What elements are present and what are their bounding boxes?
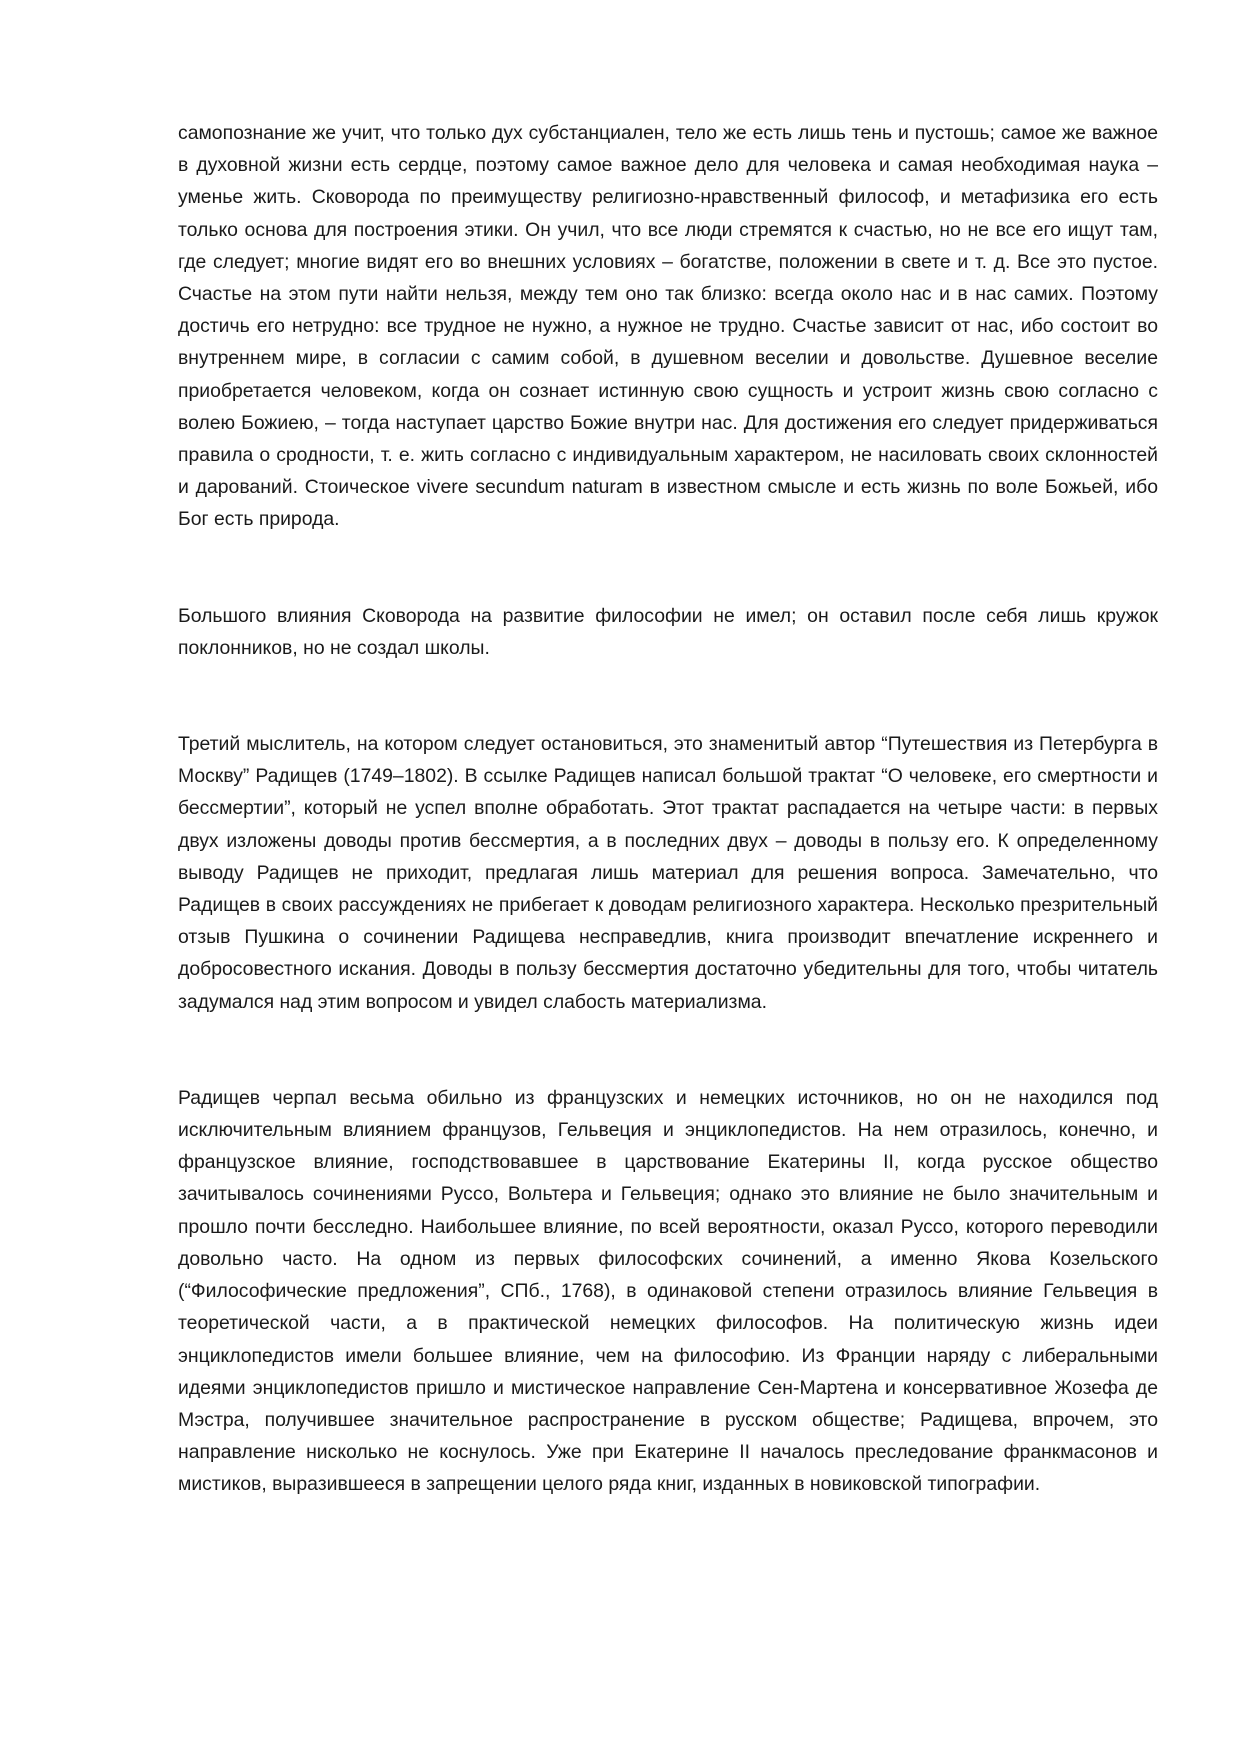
paragraph-skovoroda-ethics: самопознание же учит, что только дух субстанциален, тело же есть лишь тень и пустошь; самое же важное в духовной жизни есть сердце, поэтому самое важное дело для человека и самая необходимая наука – уменье жить. Сковорода по преимуществу религиозно-нравственный философ, и метафизика его есть только основа для построения этики. Он учил, что все люди стремятся к счастью, но не все его ищут там, где следует; многие видят его во внешних условиях – богатстве, положении в свете и т. д. Все это пустое. Счастье на этом пути найти нельзя, между тем оно так близко: всегда около нас и в нас самих. Поэтому достичь его нетрудно: все трудное не нужно, а нужное не трудно. Счастье зависит от нас, ибо состоит во внутреннем мире, в согласии с самим собой, в душевном веселии и довольстве. Душевное веселие приобретается человеком, когда он сознает истинную свою сущность и устроит жизнь свою согласно с волею Божиею, – тогда наступает царство Божие внутри нас. Для достижения его следует придерживаться правила о сродности, т. е. жить согласно с индивидуальным характером, не насиловать своих склонностей и дарований. Стоическое vivere secundum naturam в известном смысле и есть жизнь по воле Божьей, ибо Бог есть природа.: [178, 122, 1158, 531]
document-page: [178, 117, 1158, 1501]
paragraph-radishchev-sources: Радищев черпал весьма обильно из французских и немецких источников, но он не находился под исключительным влиянием французов, Гельвеция и энциклопедистов. На нем отразилось, конечно, и французское влияние, господствовавшее в царствование Екатерины II, когда русское общество зачитывалось сочинениями Руссо, Вольтера и Гельвеция; однако это влияние не было значительным и прошло почти бесследно. Наибольшее влияние, по всей вероятности, оказал Руссо, которого переводили довольно часто. На одном из первых философских сочинений, а именно Якова Козельского (“Философические предложения”, СПб., 1768), в одинаковой степени отразилось влияние Гельвеция в теоретической части, а в практической немецких философов. На политическую жизнь идеи энциклопедистов имели большее влияние, чем на философию. Из Франции наряду с либеральными идеями энциклопедистов пришло и мистическое направление Сен-Мартена и консервативное Жозефа де Мэстра, получившее значительное распространение в русском обществе; Радищева, впрочем, это направление нисколько не коснулось. Уже при Екатерине II началось преследование франкмасонов и мистиков, выразившееся в запрещении целого ряда книг, изданных в новиковской типографии.: [178, 1086, 1158, 1496]
paragraph-radishchev-treatise: Третий мыслитель, на котором следует остановиться, это знаменитый автор “Путешествия из Петербурга в Москву” Радищев (1749–1802). В ссылке Радищев написал большой трактат “О человеке, его смертности и бессмертии”, который не успел вполне обработать. Этот трактат распадается на четыре части: в первых двух изложены доводы против бессмертия, а в последних двух – доводы в пользу его. К определенному выводу Радищев не приходит, предлагая лишь материал для решения вопроса. Замечательно, что Радищев в своих рассуждениях не прибегает к доводам религиозного характера. Несколько презрительный отзыв Пушкина о сочинении Радищева несправедлив, книга производит впечатление искреннего и добросовестного искания. Доводы в пользу бессмертия достаточно убедительны для того, чтобы читатель задумался над этим вопросом и увидел слабость материализма.: [178, 733, 1158, 1013]
paragraph-skovoroda-influence: Большого влияния Сковорода на развитие философии не имел; он оставил после себя лишь кружок поклонников, но не создал школы.: [178, 604, 1158, 659]
